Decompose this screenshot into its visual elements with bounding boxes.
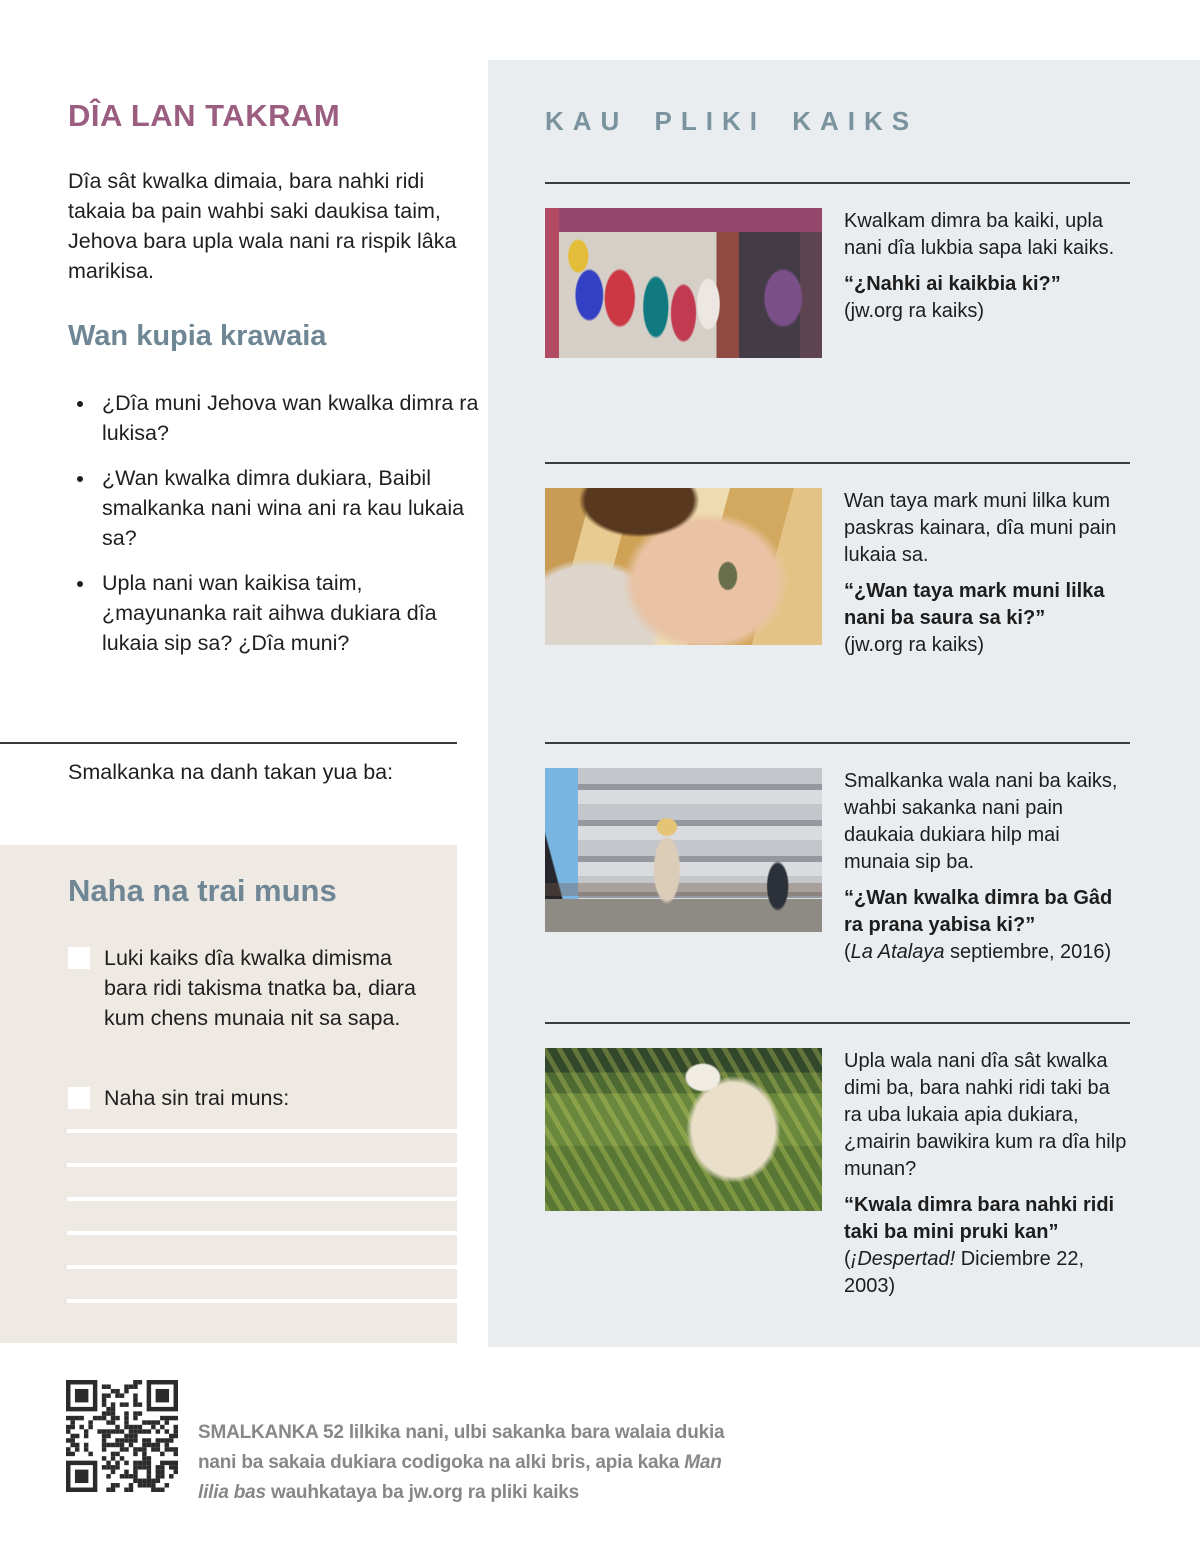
media-entry [545, 742, 1130, 966]
entry-description: Upla wala nani dîa sât kwalka dimi ba, bara nahki ridi taki ba ra uba lukaia apia dukiara, ¿mairin bawikira kum ra dîa hilp munan? [844, 1050, 1127, 1180]
intro-paragraph: Dîa sât kwalka dimaia, bara nahki ridi takaia ba pain wahbi saki daukisa taim, Jehova bara upla wala nani ra rispik lâka marikisa. [68, 169, 457, 283]
goal-box [0, 845, 457, 1343]
completed-date-label: Smalkanka na danh takan yua ba: [68, 760, 394, 784]
media-entry [545, 462, 1130, 659]
entry-description: Wan taya mark muni lilka kum paskras kainara, dîa muni pain lukaia sa. [844, 490, 1117, 566]
footer-text-italic: Man lilia bas [198, 1452, 722, 1503]
write-line [67, 1299, 457, 1303]
stadium-reporter-photo [545, 768, 822, 932]
source-italic: ¡Despertad! [850, 1248, 956, 1270]
entry-quote: “¿Wan kwalka dimra ba Gâd ra prana yabisa ki?” [844, 887, 1113, 936]
write-line [67, 1197, 457, 1201]
goal-box-heading: Naha na trai muns [68, 873, 337, 908]
source-text: (jw.org ra kaiks) [844, 634, 985, 656]
shoulder-tattoo-photo [545, 488, 822, 645]
goal-check-label: Luki kaiks dîa kwalka dimisma bara ridi takisma tnatka ba, diara kum chens munaia nit sa sapa. [104, 946, 416, 1030]
entry-divider [545, 182, 1130, 184]
write-line [67, 1265, 457, 1269]
goal-check-label: Naha sin trai muns: [104, 1086, 290, 1110]
panel-heading: KAU PLIKI KAIKS [545, 106, 919, 136]
source-italic: La Atalaya [850, 941, 945, 963]
question-item: • ¿Dîa muni Jehova wan kwalka dimra ra lukisa? [96, 388, 488, 448]
media-entry [545, 1022, 1130, 1300]
source-text: (jw.org ra kaiks) [844, 300, 985, 322]
goal-check-item [68, 943, 420, 1033]
source-text: Diciembre 22, 2003) [844, 1248, 1085, 1297]
qr-code-icon [66, 1380, 178, 1492]
question-item: • Upla nani wan kaikisa taim, ¿mayunanka rait aihwa dukiara dîa lukaia sip sa? ¿Dîa muni? [96, 568, 488, 658]
see-more-panel [488, 60, 1200, 1347]
write-line [67, 1231, 457, 1235]
footer-text-segment: SMALKANKA 52 lilkika nani, ulbi sakanka bara walaia dukia nani ba sakaia dukiara codigoka na alki bris, apia kaka [198, 1422, 725, 1473]
source-text: ( [844, 941, 851, 963]
page-title: DÎA LAN TAKRAM [68, 98, 341, 133]
footer-note [198, 1418, 743, 1508]
entry-divider [545, 742, 1130, 744]
entry-quote: “¿Wan taya mark muni lilka nani ba saura sa ki?” [844, 580, 1105, 629]
woman-picking-field-photo [545, 1048, 822, 1211]
entry-quote: “¿Nahki ai kaikbia ki?” [844, 273, 1061, 295]
source-text: septiembre, 2016) [944, 941, 1112, 963]
entry-divider [545, 462, 1130, 464]
entry-source [844, 632, 1130, 659]
discussion-questions [68, 388, 488, 673]
goal-check-item [68, 1083, 420, 1113]
entry-divider [545, 1022, 1130, 1024]
entry-quote: “Kwala dimra bara nahki ridi taki ba mini pruki kan” [844, 1194, 1115, 1243]
write-line [67, 1129, 457, 1133]
entry-description: Smalkanka wala nani ba kaiks, wahbi sakanka nani pain daukaia dukiara hilp mai munaia sip ba. [844, 770, 1118, 873]
write-lines [67, 1129, 457, 1333]
footer-text-segment: wauhkataya ba jw.org ra pliki kaiks [265, 1482, 580, 1503]
clothing-store-shoppers-photo [545, 208, 822, 358]
entry-description: Kwalkam dimra ba kaiki, upla nani dîa lukbia sapa laki kaiks. [844, 210, 1115, 259]
entry-source [844, 298, 1130, 325]
write-line [67, 1163, 457, 1167]
checkbox-icon [68, 947, 90, 969]
section-divider [0, 742, 457, 744]
media-entry [545, 182, 1130, 358]
question-item: • ¿Wan kwalka dimra dukiara, Baibil smalkanka nani wina ani ra kau lukaia sa? [96, 463, 488, 553]
entry-source [844, 939, 1130, 966]
entry-source [844, 1246, 1130, 1300]
checkbox-icon [68, 1087, 90, 1109]
discussion-heading: Wan kupia krawaia [68, 320, 327, 352]
source-text: ( [844, 1248, 851, 1270]
